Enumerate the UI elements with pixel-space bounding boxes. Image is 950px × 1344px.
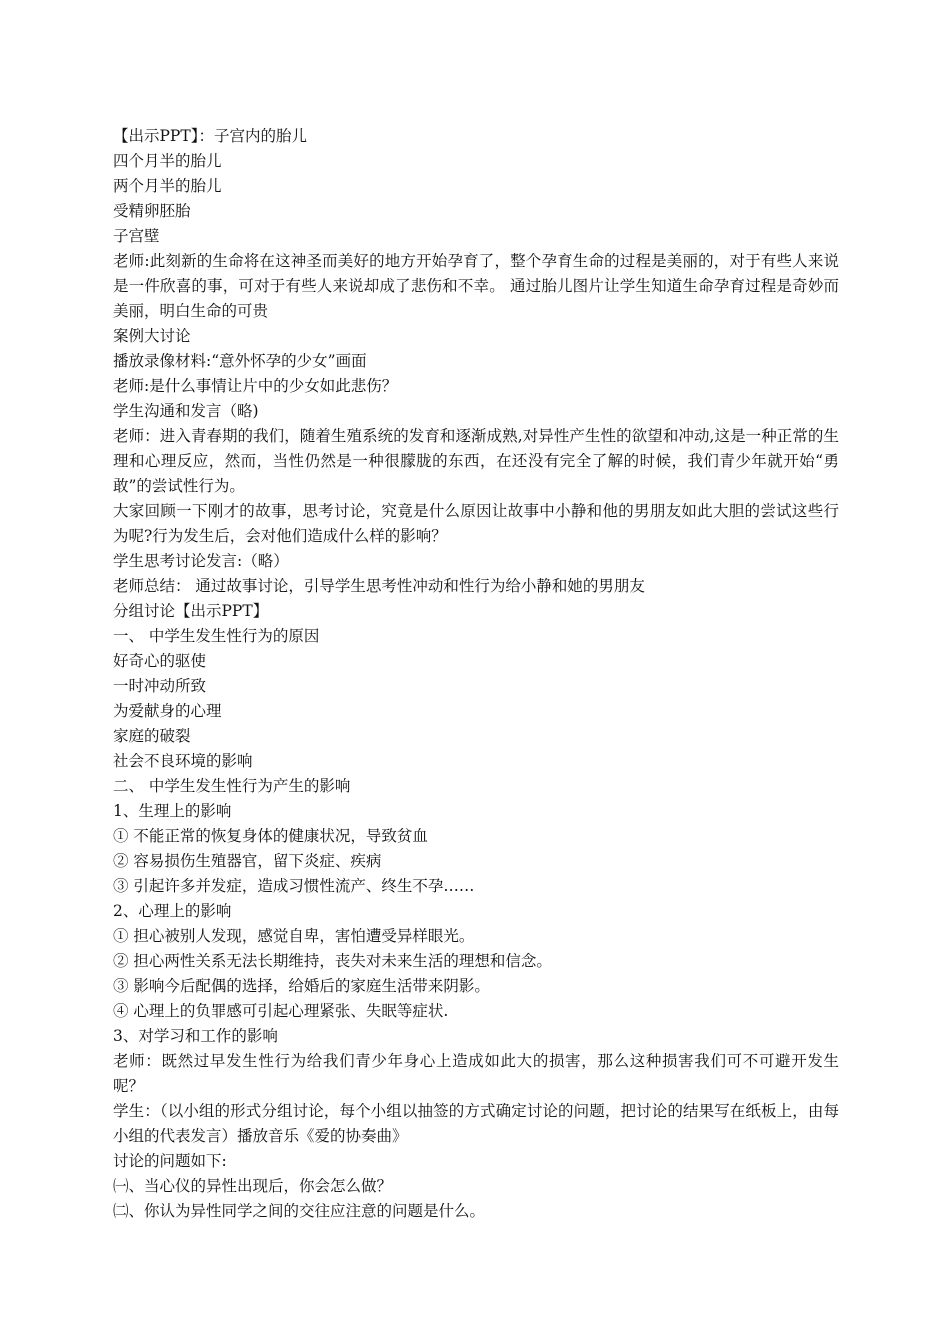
text-line: 四个月半的胎儿 — [113, 152, 222, 170]
list-item: ② 容易损伤生殖器官，留下炎症、疾病 — [113, 852, 382, 870]
text-paragraph: 老师：进入青春期的我们，随着生殖系统的发育和逐渐成熟,对异性产生性的欲望和冲动,这是一种正常的生理和心理反应，然而，当性仍然是一种很朦胧的东西，在还没有完全了解的时候，我们青少年就开始“勇敢”的尝试性行为。 — [113, 427, 839, 495]
text-paragraph: 老师：既然过早发生性行为给我们青少年身心上造成如此大的损害，那么这种损害我们可不可避开发生呢？ — [113, 1052, 839, 1095]
document-body — [113, 124, 839, 1224]
list-item: ㈡、你认为异性同学之间的交往应注意的问题是什么。 — [113, 1202, 486, 1220]
list-item: ③ 影响今后配偶的选择，给婚后的家庭生活带来阴影。 — [113, 977, 490, 995]
section-heading: 分组讨论【出示PPT】 — [113, 602, 269, 620]
list-item: ③ 引起许多并发症，造成习惯性流产、终生不孕…… — [113, 877, 475, 895]
text-line: 受精卵胚胎 — [113, 202, 191, 220]
text-paragraph: 学生：（以小组的形式分组讨论，每个小组以抽签的方式确定讨论的问题，把讨论的结果写在纸板上，由每小组的代表发言）播放音乐《爱的协奏曲》 — [113, 1102, 839, 1145]
sub-heading: 1、生理上的影响 — [113, 802, 232, 820]
text-line: 【出示PPT】：子宫内的胎儿 — [113, 127, 307, 145]
text-line: 播放录像材料:“意外怀孕的少女”画面 — [113, 352, 367, 370]
text-line: 讨论的问题如下: — [113, 1152, 227, 1170]
section-heading: 案例大讨论 — [113, 327, 191, 345]
list-item: 家庭的破裂 — [113, 727, 191, 745]
text-paragraph: 大家回顾一下刚才的故事，思考讨论，究竟是什么原因让故事中小静和他的男朋友如此大胆的尝试这些行为呢?行为发生后，会对他们造成什么样的影响？ — [113, 502, 839, 545]
list-heading: 一、 中学生发生性行为的原因 — [113, 627, 320, 645]
sub-heading: 2、心理上的影响 — [113, 902, 232, 920]
list-item: ① 担心被别人发现，感觉自卑，害怕遭受异样眼光。 — [113, 927, 475, 945]
list-item: 为爱献身的心理 — [113, 702, 222, 720]
list-item: ① 不能正常的恢复身体的健康状况，导致贫血 — [113, 827, 428, 845]
text-line: 子宫壁 — [113, 227, 160, 245]
list-item: ㈠、当心仪的异性出现后，你会怎么做？ — [113, 1177, 393, 1195]
list-item: 一时冲动所致 — [113, 677, 207, 695]
text-line: 两个月半的胎儿 — [113, 177, 222, 195]
sub-heading: 3、对学习和工作的影响 — [113, 1027, 278, 1045]
list-item: 好奇心的驱使 — [113, 652, 207, 670]
list-heading: 二、 中学生发生性行为产生的影响 — [113, 777, 351, 795]
list-item: ② 担心两性关系无法长期维持，丧失对未来生活的理想和信念。 — [113, 952, 552, 970]
text-line: 老师:是什么事情让片中的少女如此悲伤？ — [113, 377, 398, 395]
list-item: ④ 心理上的负罪感可引起心理紧张、失眠等症状. — [113, 1002, 449, 1020]
text-line: 学生沟通和发言（略) — [113, 402, 259, 420]
text-paragraph: 老师:此刻新的生命将在这神圣而美好的地方开始孕育了，整个孕育生命的过程是美丽的，对于有些人来说是一件欣喜的事，可对于有些人来说却成了悲伤和不幸。 通过胎儿图片让学生知道生命孕育过程是奇妙而美丽，明白生命的可贵 — [113, 252, 839, 320]
text-line: 学生思考讨论发言:（略） — [113, 552, 289, 570]
list-item: 社会不良环境的影响 — [113, 752, 253, 770]
text-line: 老师总结： 通过故事讨论，引导学生思考性冲动和性行为给小静和她的男朋友 — [113, 577, 645, 595]
